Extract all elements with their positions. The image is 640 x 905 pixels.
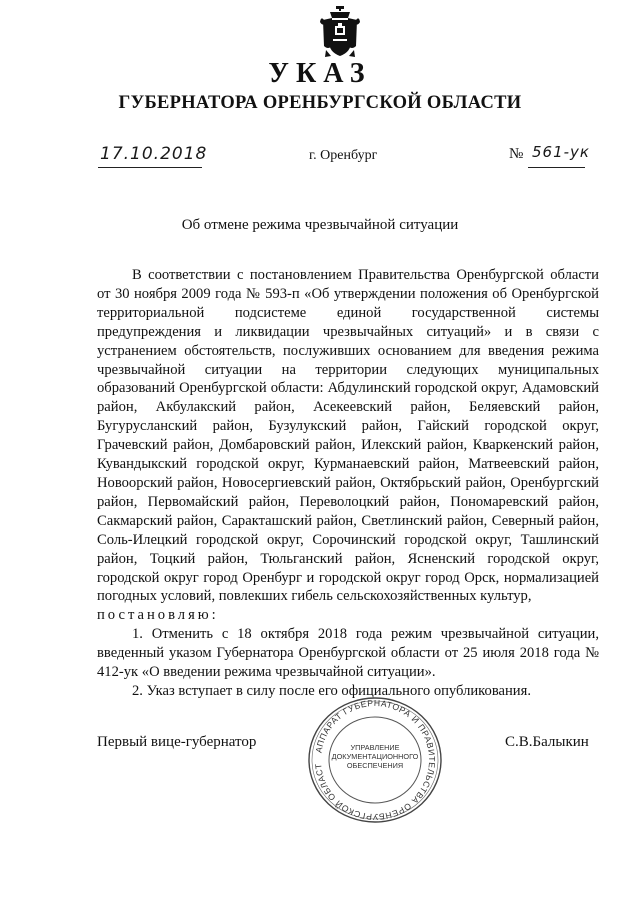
signer-position: Первый вице-губернатор	[97, 734, 257, 750]
number-underline	[528, 167, 585, 168]
seal-center-line-1: УПРАВЛЕНИЕ	[350, 743, 400, 752]
decree-subject: Об отмене режима чрезвычайной ситуации	[181, 217, 459, 233]
decree-body	[97, 266, 599, 701]
coat-of-arms-icon	[318, 6, 362, 62]
number-label: №	[509, 146, 524, 162]
seal-ring-text: АППАРАТ ГУБЕРНАТОРА И ПРАВИТЕЛЬСТВА ОРЕНБУРГСКОЙ ОБЛАСТ	[313, 697, 438, 823]
document-subtitle: ГУБЕРНАТОРА ОРЕНБУРГСКОЙ ОБЛАСТИ	[118, 93, 522, 113]
official-seal	[306, 695, 444, 825]
decree-preamble: В соответствии с постановлением Правительства Оренбургской области от 30 ноября 2009 года № 593-п «Об утверждении положения об Оренбургской территориальной подсистеме единой государственной системы предупреждения и ликвидации чрезвычайных ситуаций» и в связи с устранением обстоятельств, послуживших основанием для введения режима чрезвычайной ситуации на территории следующих муниципальных образований Оренбургской области: Абдулинский городской округ, Адамовский район, Акбулакский район, Асекеевский район, Беляевский район, Бугурусланский район, Бузулукский район, Гайский городской округ, Грачевский район, Домбаровский район, Илекский район, Кваркенский район, Кувандыкский городской округ, Курманаевский район, Матвеевский район, Новоорский район, Новосергиевский район, Октябрьский район, Оренбургский район, Первомайский район, Переволоцкий район, Пономаревский район, Сакмарский район, Саракташский район, Светлинский район, Северный район, Соль-Илецкий городской округ, Сорочинский городской округ, Ташлинский район, Тоцкий район, Тюльганский район, Ясненский городской округ, городской округ город Оренбург и городской округ город Орск, нормализацией погодных условий, повлекших гибель сельскохозяйственных культур,	[97, 267, 599, 605]
decree-date: 17.10.2018	[100, 144, 208, 164]
seal-center-line-2: ДОКУМЕНТАЦИОННОГО	[331, 752, 419, 761]
date-underline	[98, 167, 202, 168]
seal-center-line-3: ОБЕСПЕЧЕНИЯ	[346, 761, 404, 770]
issue-city: г. Оренбург	[309, 148, 378, 163]
signer-name: С.В.Балыкин	[505, 734, 589, 750]
decree-resolution-word: постановляю:	[97, 607, 219, 624]
decree-item-2: 2. Указ вступает в силу после его официального опубликования.	[132, 682, 531, 699]
decree-number: 561-ук	[532, 143, 590, 161]
document-title: УКАЗ	[268, 58, 372, 89]
decree-item-1: 1. Отменить с 18 октября 2018 года режим чрезвычайной ситуации, введенный указом Губернатора Оренбургской области от 25 июля 2018 года № 412-ук «О введении режима чрезвычайной ситуации».	[97, 626, 599, 681]
